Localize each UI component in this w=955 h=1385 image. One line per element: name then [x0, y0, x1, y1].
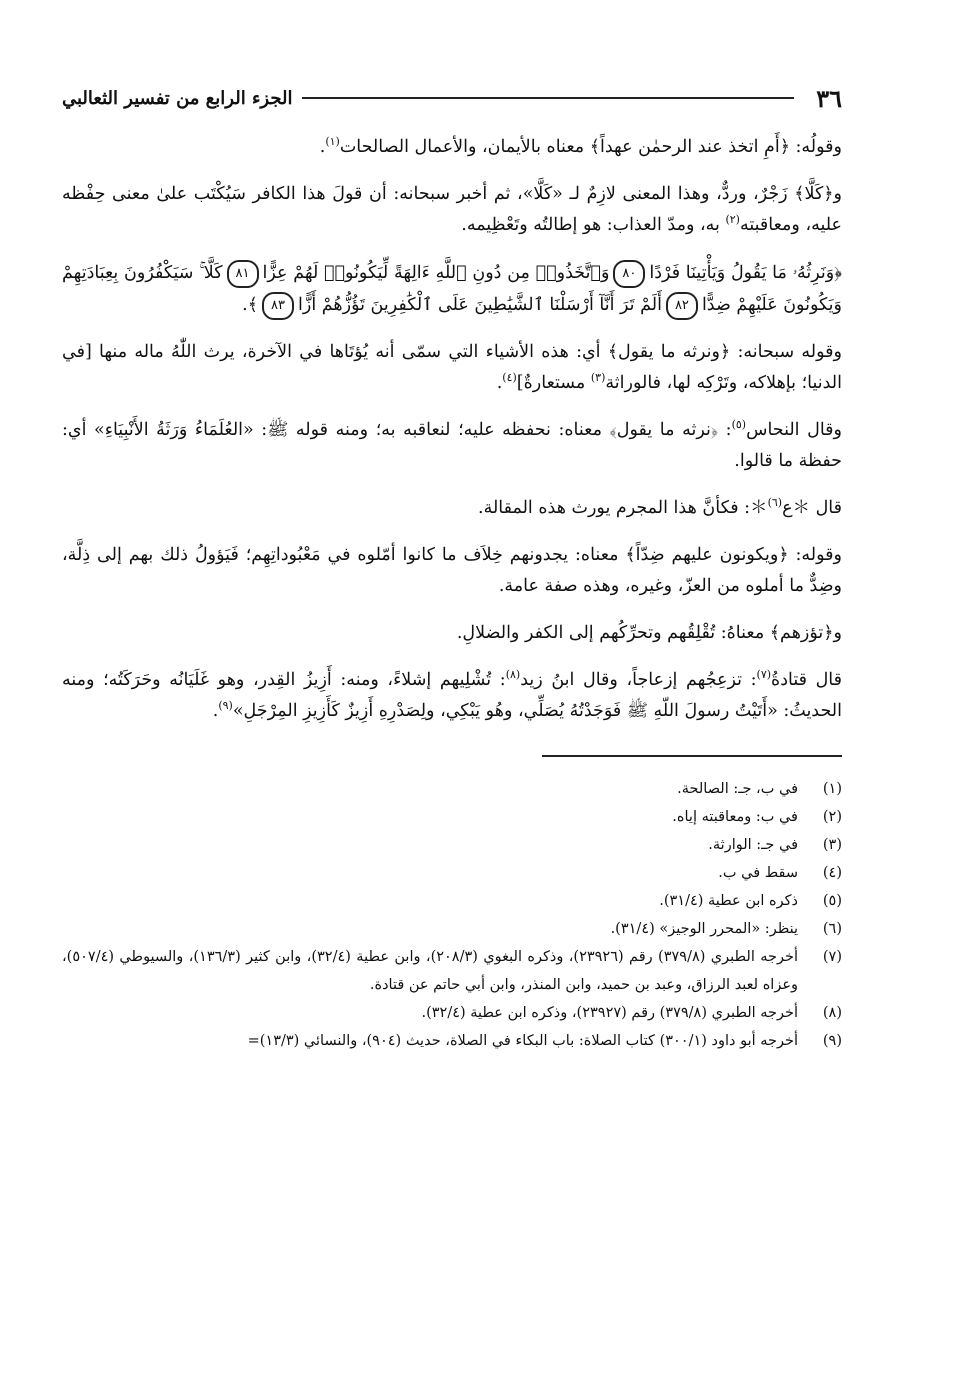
- footnote-text: ذكره ابن عطية (٣١/٤).: [659, 893, 798, 909]
- footnote-separator: [542, 755, 842, 757]
- footnote-ref: (٩): [218, 699, 233, 713]
- footnote-text: أخرجه الطبري (٣٧٩/٨) رقم (٢٣٩٢٧)، وذكره ابن عطية (٣٢/٤).: [421, 1005, 798, 1021]
- paragraph-text: وقولُه: ﴿أَمِ اتخذ عند الرحمٰن عهداً﴾ معناه بالأيمان، والأعمال الصالحات: [339, 137, 842, 157]
- footnote-text: في جـ: الوارثة.: [708, 837, 798, 853]
- paragraph-4: [62, 415, 842, 477]
- footnote-item: [62, 887, 842, 915]
- paragraph-7: [62, 618, 842, 649]
- footnote-text: أخرجه أبو داود (٣٠٠/١) كتاب الصلاة: باب البكاء في الصلاة، حديث (٩٠٤)، والنسائي (١٣/٣)=: [247, 1033, 798, 1049]
- footnote-number: (٩): [822, 1033, 842, 1049]
- ayah-number-marker: ٨١: [227, 260, 259, 288]
- footnote-item: [62, 915, 842, 943]
- footnote-number: (٦): [822, 921, 842, 937]
- page-header: [62, 78, 842, 118]
- footnote-text: سقط في ب.: [718, 865, 798, 881]
- paragraph-text-cont: : تزعِجُهم إزعاجاً، وقال ابنُ زيد: [520, 670, 757, 690]
- page-number: ٣٦: [816, 83, 842, 113]
- paragraph-text: و﴿كَلَّا﴾ زَجْرٌ، وردٌّ، وهذا المعنى لازِمٌ لـ «كَلَّا»، ثم أخبر سبحانه: أن قولَ هذا الكافر سَيُكْتَب علىٰ معنى حِفْظه عليه، ومعاقبته: [62, 184, 842, 235]
- verse-text: ﴿وَنَرِثُهُۥ مَا يَقُولُ وَيَأْتِينَا فَرْدًا: [649, 263, 842, 283]
- footnote-number: (٣): [822, 837, 842, 853]
- paragraph-text: و﴿تؤزهم﴾ معناهُ: تُقْلِقُهم وتحرِّكُهم إلى الكفر والضلالِ.: [456, 623, 842, 643]
- main-text: [62, 132, 842, 727]
- footnote-number: (٢): [822, 809, 842, 825]
- paragraph-text: قال قتادةُ: [771, 670, 843, 690]
- paragraph-text: وقوله: ﴿ويكونون عليهم ضِدّاً﴾ معناه: يجدونهم خِلاَف ما كانوا أمّلوه في مَعْبُوداتِهِم؛ فَيَؤولُ ذلك بهم إلى ذِلَّة، وضِدٌّ ما أملوه من العزّ، وغيره، وهذه صفة عامة.: [62, 545, 842, 596]
- footnote-ref: (١): [325, 135, 340, 149]
- paragraph-6: [62, 540, 842, 602]
- footnote-ref: (٨): [505, 668, 521, 682]
- verse-text: كَلَّا ۚ سَيَكْفُرُونَ بِعِبَادَتِهِمْ وَيَكُونُونَ عَلَيْهِمْ ضِدًّا: [62, 263, 842, 315]
- footnote-number: (٥): [822, 893, 842, 909]
- footnote-item: [62, 859, 842, 887]
- footnote-text: في ب، جـ: الصالحة.: [677, 781, 798, 797]
- paragraph-text-cont: ＊: فكأنَّ هذا المجرم يورث هذه المقالة.: [478, 498, 768, 518]
- running-title: الجزء الرابع من تفسير الثعالبي: [62, 87, 293, 109]
- footnote-ref: (٥): [731, 418, 747, 432]
- footnote-item: [62, 775, 842, 803]
- verse-text: أَلَمْ تَرَ أَنَّآ أَرْسَلْنَا ٱلشَّيَٰطِينَ عَلَى ٱلْكَٰفِرِينَ تَؤُزُّهُمْ أَزًّا: [298, 295, 662, 315]
- footnote-number: (٨): [822, 1005, 842, 1021]
- footnote-number: (٤): [822, 865, 842, 881]
- footnotes-section: [62, 775, 842, 1055]
- footnote-ref: (٧): [756, 668, 772, 682]
- verse-text: وَٱتَّخَذُوا۟ مِن دُونِ ٱللَّهِ ءَالِهَةً لِّيَكُونُوا۟ لَهُمْ عِزًّا: [262, 263, 610, 283]
- book-page: [62, 78, 842, 1055]
- ayah-number-marker: ٨٢: [666, 292, 698, 320]
- paragraph-text: وقوله سبحانه: ﴿ونرثه ما يقول﴾ أي: هذه الأشياء التي سمّى أنه يُؤتَاها في الآخرة، يرث اللّٰهُ ماله منها [في الدنيا؛ بإهلاكه، وتَرْكِه لها، فالوراثة: [62, 342, 842, 393]
- quran-verses: [62, 257, 842, 321]
- paragraph-text-cont: : ﴿نرثه ما يقول﴾ معناه: نحفظه عليه؛ لنعاقبه به؛ ومنه قوله ﷺ: «العُلَمَاءُ وَرَثَةُ الأَنْبِيَاءِ» أي: حفظة ما قالوا.: [62, 420, 842, 471]
- footnote-text: في ب: ومعاقبته إياه.: [672, 809, 798, 825]
- paragraph-end: .: [496, 373, 503, 393]
- paragraph-end: .: [212, 701, 219, 721]
- footnote-item: [62, 999, 842, 1027]
- footnote-item: [62, 943, 842, 999]
- paragraph-text-cont: به، ومدّ العذاب: هو إطالتُه وتَعْظِيمه.: [461, 215, 726, 235]
- footnote-number: (١): [822, 781, 842, 797]
- footnote-item: [62, 831, 842, 859]
- paragraph-5: [62, 493, 842, 524]
- paragraph-1: [62, 132, 842, 163]
- footnote-ref: (٦): [767, 496, 783, 510]
- header-rule: [302, 97, 794, 99]
- ayah-number-marker: ٨٠: [613, 260, 645, 288]
- footnote-ref: (٤): [502, 371, 517, 385]
- paragraph-2: [62, 179, 842, 241]
- paragraph-end: .: [319, 137, 326, 157]
- footnote-ref: (٢): [725, 213, 740, 227]
- verse-end: ﴾.: [242, 295, 258, 315]
- ayah-number-marker: ٨٣: [262, 292, 294, 320]
- paragraph-text: وقال النحاس: [746, 420, 842, 440]
- footnote-number: (٧): [822, 949, 842, 965]
- footnote-text: ينظر: «المحرر الوجيز» (٣١/٤).: [610, 921, 798, 937]
- footnote-ref: (٣): [590, 371, 606, 385]
- paragraph-text: قال ＊ع: [782, 498, 842, 518]
- footnote-text: أخرجه الطبري (٣٧٩/٨) رقم (٢٣٩٢٦)، وذكره البغوي (٢٠٨/٣)، وابن عطية (٣٢/٤)، وابن كثير (١٣٦/٣)، والسيوطي (٥٠٧/٤)، وعزاه لعبد الرزاق، وعبد بن حميد، وابن المنذر، وابن أبي حاتم عن قتادة.: [62, 949, 798, 993]
- footnote-item: [62, 803, 842, 831]
- paragraph-text-cont: : تُشْلِيهم إشلاءً، ومنه: أَزِيزُ القِدر، وهو غَلَيَانُه وحَرَكَتُه؛ ومنه الحديثُ: «أَتَيْتُ رسولَ اللّهِ ﷺ فَوَجَدْتُهُ يُصَلِّي، وهُو يَبْكِي، ولِصَدْرِهِ أَزِيزٌ كَأَزِيزِ المِرْجَلِ»: [62, 670, 842, 721]
- paragraph-text-cont: مستعارةٌ]: [516, 373, 591, 393]
- footnote-item: [62, 1027, 842, 1055]
- paragraph-8: [62, 665, 842, 727]
- paragraph-3: [62, 337, 842, 399]
